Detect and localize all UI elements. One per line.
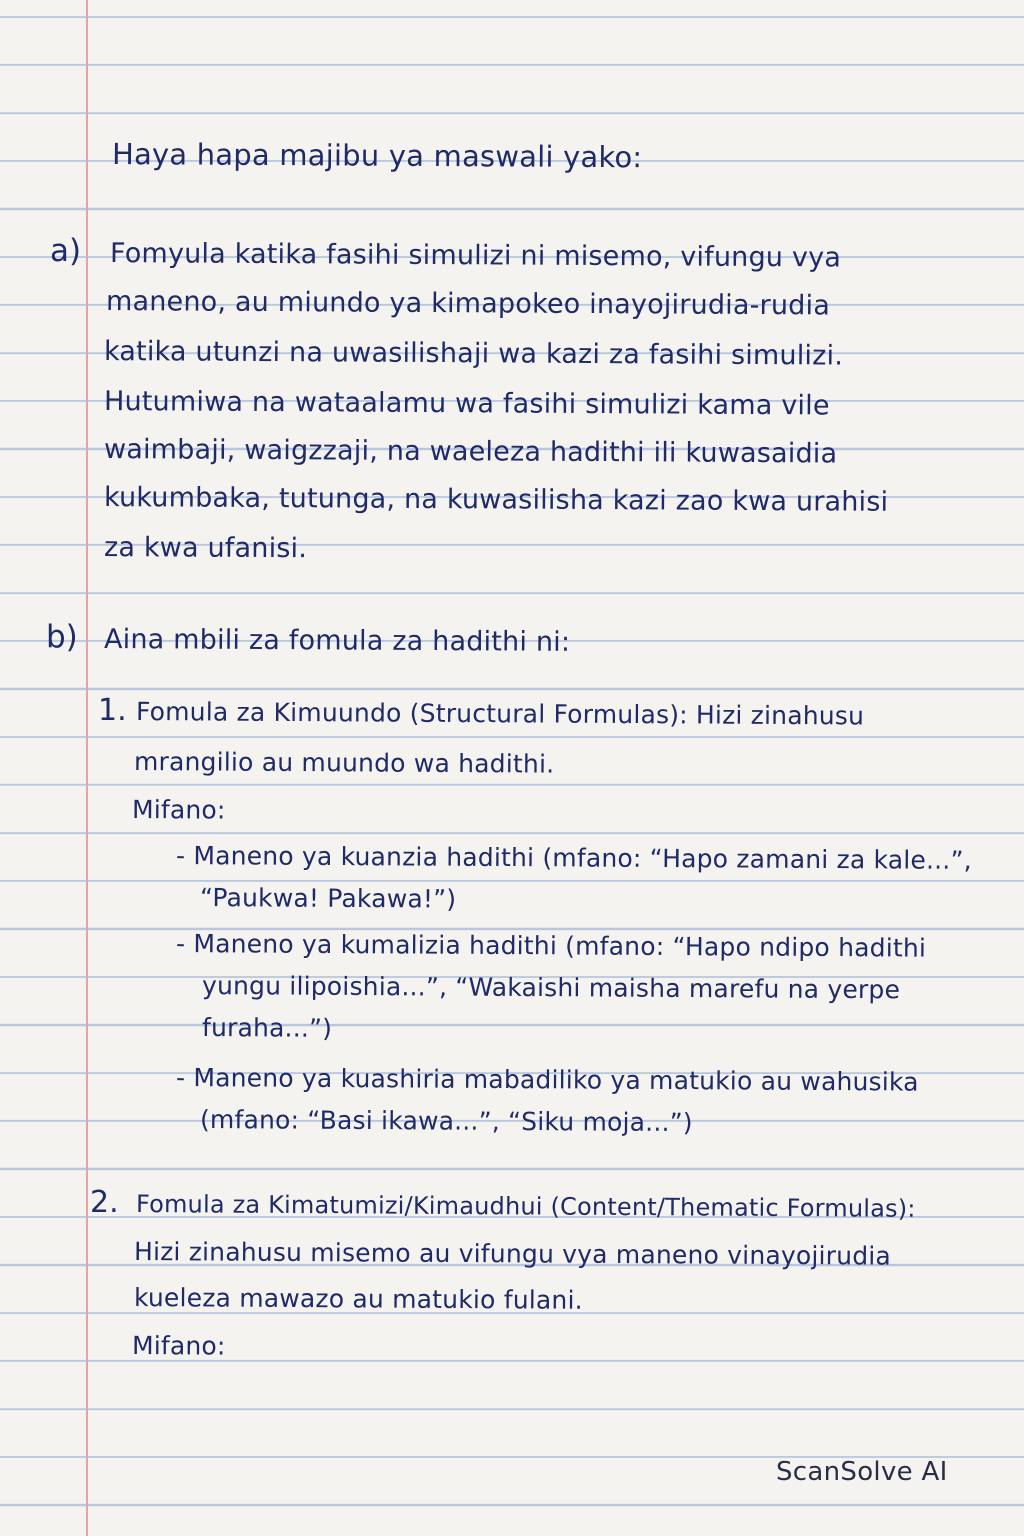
bullet-1-line-1: - Maneno ya kuanzia hadithi (mfano: “Hapo zamani za kale...”,: [175, 841, 972, 875]
margin-line: [86, 0, 88, 1536]
section-a-line-3: katika utunzi na uwasilishaji wa kazi za fasihi simulizi.: [103, 336, 844, 372]
item-1-mifano: Mifano:: [131, 795, 226, 825]
item-1-number: 1.: [98, 693, 127, 728]
item-1-line-2: mrangilio au muundo wa hadithi.: [133, 747, 555, 779]
bullet-3-line-1: - Maneno ya kuashiria mabadiliko ya matukio au wahusika: [175, 1063, 919, 1097]
section-a-line-7: za kwa ufanisi.: [103, 532, 308, 565]
item-2-line-3: kueleza mawazo au matukio fulani.: [133, 1283, 583, 1315]
bullet-3-line-2: (mfano: “Basi ikawa...”, “Siku moja...”): [199, 1105, 693, 1138]
bullet-2-line-2: yungu ilipoishia...”, “Wakaishi maisha marefu na yerpe: [201, 971, 901, 1005]
item-2-mifano: Mifano:: [131, 1331, 226, 1361]
item-1-title: Fomula za Kimuundo (Structural Formulas): Hizi zinahusu: [135, 697, 865, 731]
item-2-number: 2.: [90, 1185, 119, 1220]
heading: Haya hapa majibu ya maswali yako:: [111, 137, 643, 175]
section-a-line-1: Fomyula katika fasihi simulizi ni misemo, vifungu vya: [109, 238, 842, 274]
item-2-title: Fomula za Kimatumizi/Kimaudhui (Content/Thematic Formulas):: [135, 1190, 916, 1223]
section-b-intro: Aina mbili za fomula za hadithi ni:: [103, 624, 571, 658]
section-a-line-2: maneno, au miundo ya kimapokeo inayojirudia-rudia: [105, 286, 831, 322]
scansolve-watermark: ScanSolve AI: [776, 1457, 948, 1487]
bullet-2-line-3: furaha...”): [201, 1013, 333, 1043]
bullet-1-line-2: “Paukwa! Pakawa!”): [199, 883, 457, 914]
section-a-line-4: Hutumiwa na wataalamu wa fasihi simulizi kama vile: [103, 386, 830, 422]
section-a-line-5: waimbaji, waigzzaji, na waeleza hadithi ili kuwasaidia: [103, 434, 838, 470]
section-b-label: b): [46, 619, 78, 655]
bullet-2-line-1: - Maneno ya kumalizia hadithi (mfano: “Hapo ndipo hadithi: [175, 929, 927, 963]
section-a-label: a): [50, 233, 82, 269]
item-2-line-2: Hizi zinahusu misemo au vifungu vya maneno vinayojirudia: [133, 1237, 892, 1271]
section-a-line-6: kukumbaka, tutunga, na kuwasilisha kazi zao kwa urahisi: [103, 482, 889, 518]
